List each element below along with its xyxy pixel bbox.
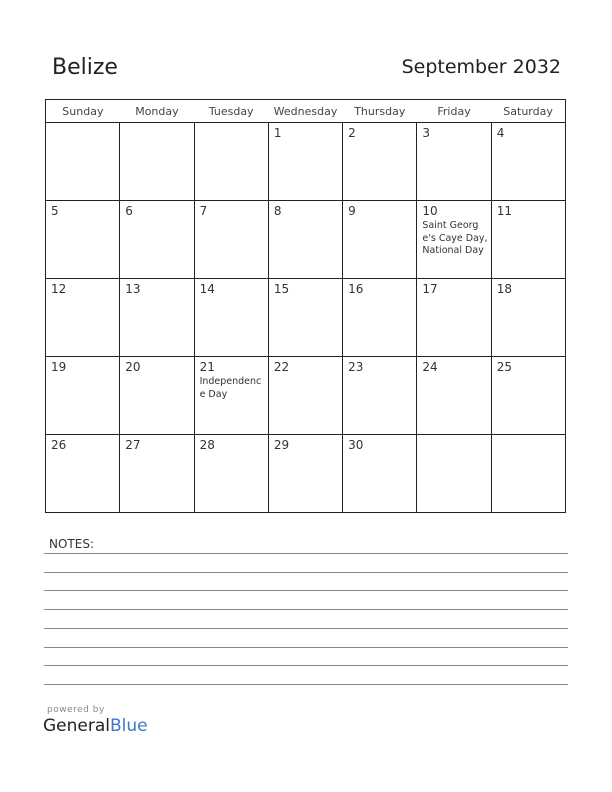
day-number: 9	[348, 204, 356, 218]
day-cell	[46, 435, 120, 513]
day-cell	[194, 435, 268, 513]
weekday-header: Thursday	[343, 100, 417, 123]
day-cell	[120, 357, 194, 435]
day-number: 5	[51, 204, 59, 218]
notes-line	[44, 665, 568, 666]
notes-line	[44, 590, 568, 591]
day-cell	[120, 201, 194, 279]
day-number: 14	[199, 282, 215, 296]
notes-line	[44, 609, 568, 610]
day-cell	[194, 279, 268, 357]
day-number: 1	[273, 126, 282, 140]
day-number: 10	[422, 204, 438, 218]
day-cell	[46, 357, 120, 435]
day-number: 7	[199, 204, 208, 218]
day-number: 25	[496, 360, 512, 374]
day-cell	[417, 357, 491, 435]
calendar-grid	[45, 99, 566, 513]
day-number: 11	[496, 204, 512, 218]
notes-line	[44, 647, 568, 648]
brand-blue: Blue	[110, 716, 148, 736]
holiday-label: Saint George's Caye Day, National Day	[422, 220, 488, 256]
day-number: 15	[273, 282, 290, 296]
week-row	[46, 435, 566, 513]
notes-line	[44, 553, 568, 554]
day-number: 24	[422, 360, 438, 374]
day-cell	[491, 201, 565, 279]
weekday-header: Friday	[417, 100, 491, 123]
day-cell	[120, 123, 194, 201]
day-number: 26	[51, 438, 67, 452]
day-cell	[268, 435, 342, 513]
day-number: 29	[273, 438, 290, 452]
day-cell	[120, 435, 194, 513]
day-number: 18	[496, 282, 512, 296]
weekday-header: Monday	[120, 100, 194, 123]
day-cell	[268, 279, 342, 357]
day-number: 21	[199, 360, 215, 374]
day-cell	[120, 279, 194, 357]
day-cell	[417, 279, 491, 357]
day-cell	[194, 201, 268, 279]
day-cell	[491, 279, 565, 357]
week-row	[46, 279, 566, 357]
day-cell	[268, 357, 342, 435]
day-cell	[268, 123, 342, 201]
day-cell	[268, 201, 342, 279]
day-number: 8	[273, 204, 282, 218]
day-number: 3	[422, 126, 431, 140]
country-title: Belize	[52, 55, 118, 80]
generalblue-logo[interactable]	[43, 716, 148, 736]
day-cell	[343, 435, 417, 513]
month-year-title: September 2032	[401, 56, 561, 78]
holiday-label: Independence Day	[199, 376, 262, 400]
day-cell	[46, 201, 120, 279]
weekday-header: Sunday	[46, 100, 120, 123]
day-cell	[491, 123, 565, 201]
weekday-header: Saturday	[491, 100, 565, 123]
day-number: 6	[125, 204, 133, 218]
powered-by-text: powered by	[47, 705, 105, 715]
day-number: 17	[422, 282, 438, 296]
day-cell	[46, 123, 120, 201]
day-number: 16	[348, 282, 364, 296]
brand-general: General	[43, 716, 110, 736]
day-number: 30	[348, 438, 364, 452]
week-row	[46, 201, 566, 279]
day-number: 20	[125, 360, 141, 374]
weekday-header-row	[46, 100, 566, 123]
day-number: 27	[125, 438, 141, 452]
weekday-header: Tuesday	[194, 100, 268, 123]
day-number: 12	[51, 282, 67, 296]
day-cell	[343, 279, 417, 357]
day-cell	[417, 123, 491, 201]
day-number: 28	[199, 438, 215, 452]
day-number: 2	[348, 126, 356, 140]
day-cell	[417, 435, 491, 513]
day-number: 22	[273, 360, 290, 374]
day-cell	[343, 201, 417, 279]
notes-label: NOTES:	[49, 537, 94, 551]
day-number: 19	[51, 360, 67, 374]
week-row	[46, 357, 566, 435]
notes-line	[44, 628, 568, 629]
day-cell	[343, 123, 417, 201]
day-number: 23	[348, 360, 364, 374]
day-cell	[46, 279, 120, 357]
day-cell	[491, 357, 565, 435]
day-cell	[194, 357, 268, 435]
notes-line	[44, 684, 568, 685]
day-number: 4	[496, 126, 505, 140]
day-cell	[491, 435, 565, 513]
day-cell	[343, 357, 417, 435]
day-cell	[417, 201, 491, 279]
day-number: 13	[125, 282, 141, 296]
day-cell	[194, 123, 268, 201]
weekday-header: Wednesday	[268, 100, 342, 123]
notes-line	[44, 572, 568, 573]
week-row	[46, 123, 566, 201]
